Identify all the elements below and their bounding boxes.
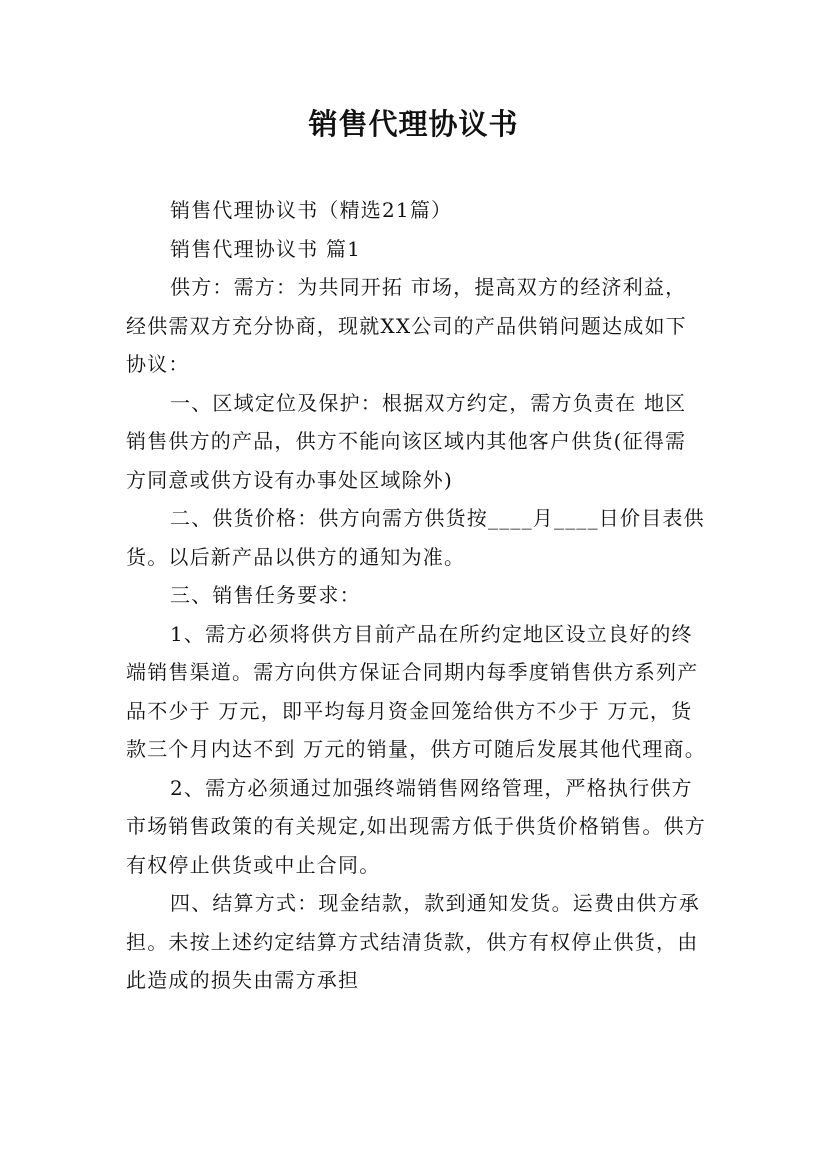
document-body — [126, 191, 706, 1000]
paragraph-clause-3-heading: 三、销售任务要求： — [170, 583, 361, 607]
paragraph-section-heading: 销售代理协议书 篇1 — [170, 236, 362, 261]
document-title: 销售代理协议书 — [308, 107, 519, 141]
paragraph-clause-2-price: 二、供货价格：供方向需方供货按____月____日价目表供货。以后新产品以供方的通知为准。 — [126, 506, 705, 569]
paragraph-clause-4-settlement: 四、结算方式：现金结款，款到通知发货。运费由供方承担。未按上述约定结算方式结清货款，供方有权停止供货，由此造成的损失由需方承担 — [126, 891, 700, 992]
paragraph-preamble: 供方：需方：为共同开拓 市场，提高双方的经济利益，经供需双方充分协商，现就XX公司的产品供销问题达成如下协议： — [126, 275, 687, 376]
paragraph-clause-3-item-2: 2、需方必须通过加强终端销售网络管理，严格执行供方市场销售政策的有关规定,如出现需方低于供货价格销售。供方有权停止供货或中止合同。 — [126, 775, 706, 877]
paragraph-collection-title: 销售代理协议书（精选21篇） — [170, 198, 453, 222]
paragraph-clause-3-item-1: 1、需方必须将供方目前产品在所约定地区设立良好的终端销售渠道。需方向供方保证合同期内每季度销售供方系列产品不少于 万元，即平均每月资金回笼给供方不少于 万元，货款三个月内达不到 万元的销量，供方可随后发展其他代理商。 — [126, 621, 706, 761]
paragraph-clause-1-region: 一、区域定位及保护：根据双方约定，需方负责在 地区销售供方的产品，供方不能向该区域内其他客户供货(征得需方同意或供方设有办事处区域除外) — [126, 390, 687, 492]
